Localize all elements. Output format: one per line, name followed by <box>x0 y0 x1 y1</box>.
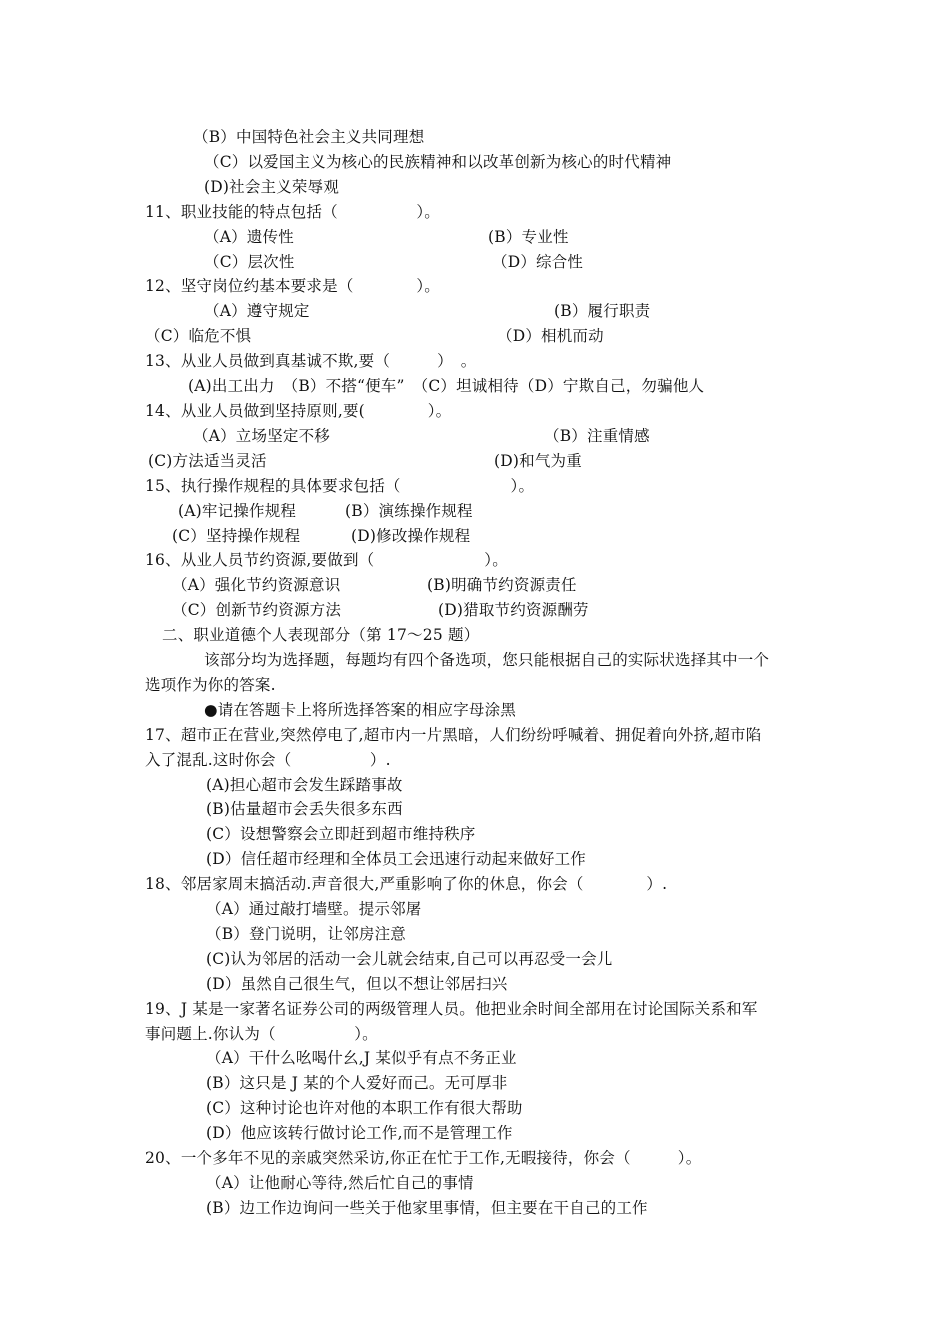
q18-option-b: （B）登门说明，让邻房注意 <box>206 925 406 943</box>
q15-option-c: (C）坚持操作规程 <box>172 527 301 545</box>
q18-option-d: (D）虽然自己很生气，但以不想让邻居扫兴 <box>206 975 508 993</box>
q14-option-d: (D)和气为重 <box>494 452 582 470</box>
q15-option-a: (A)牢记操作规程 <box>178 502 297 520</box>
q11-option-d: （D）综合性 <box>492 253 584 271</box>
q15-option-d: (D)修改操作规程 <box>351 527 471 545</box>
q14-option-b: （B）注重情感 <box>544 427 650 445</box>
q16-option-c: （C）创新节约资源方法 <box>172 601 342 619</box>
q19-option-d: (D）他应该转行做讨论工作,而不是管理工作 <box>206 1124 513 1142</box>
section-heading: 二、职业道德个人表现部分（第 17～25 题） <box>162 626 480 644</box>
q12-option-a: （A）遵守规定 <box>204 302 310 320</box>
q14-option-a: （A）立场坚定不移 <box>193 427 330 445</box>
q18-option-a: （A）通过敲打墙壁。提示邻屠 <box>206 900 422 918</box>
section-instructions-line2: 选项作为你的答案. <box>145 676 276 694</box>
q15-option-b: (B）演练操作规程 <box>345 502 473 520</box>
q14-option-c: (C)方法适当灵活 <box>148 452 267 470</box>
q18-option-c: (C)认为邻居的活动一会儿就会结束,自己可以再忍受一会儿 <box>206 950 613 968</box>
question-17-line2: 入了混乱.这时你会（ ）. <box>145 751 391 769</box>
q19-option-a: （A）干什么吆喝什幺,J 某似乎有点不务正业 <box>206 1049 517 1067</box>
q19-option-b: (B）这只是 J 某的个人爱好而己。无可厚非 <box>206 1074 508 1092</box>
question-13: 13、从业人员做到真基诚不欺,要（ ） 。 <box>145 352 477 370</box>
question-11: 11、职业技能的特点包括（ ）。 <box>145 203 440 221</box>
q20-option-a: （A）让他耐心等待,然后忙自己的事情 <box>206 1174 474 1192</box>
question-19-line1: 19、J 某是一家著名证券公司的两级管理人员。他把业余时间全部用在讨论国际关系和军 <box>145 1000 758 1018</box>
question-15: 15、执行操作规程的具体要求包括（ ）。 <box>145 477 535 495</box>
section-instructions-line1: 该部分均为选择题，每题均有四个备选项，您只能根据自己的实际状选择其中一个 <box>204 651 770 669</box>
q16-option-a: （A）强化节约资源意识 <box>172 576 341 594</box>
q13-options: (A)出工出力 （B）不搭“便车” （C）坦诚相待（D）宁欺自己，勿骗他人 <box>188 377 705 395</box>
question-19-line2: 事问题上.你认为（ ）。 <box>145 1025 378 1043</box>
q12-option-b: (B）履行职责 <box>554 302 651 320</box>
question-17-line1: 17、超市正在营业,突然停电了,超市内一片黑暗，人们纷纷呼喊着、拥促着向外挤,超市陷 <box>145 726 762 744</box>
question-12: 12、坚守岗位约基本要求是（ ）。 <box>145 277 440 295</box>
question-20: 20、一个多年不见的亲戚突然采访,你正在忙于工作,无暇接待，你会（ ）。 <box>145 1149 702 1167</box>
question-14: 14、从业人员做到坚持原则,要( ）。 <box>145 402 452 420</box>
q17-option-b: (B)估量超市会丢失很多东西 <box>206 800 403 818</box>
q17-option-c: (C）设想警察会立即赶到超市维持秩序 <box>206 825 476 843</box>
q17-option-a: (A)担心超市会发生踩踏事故 <box>206 776 403 794</box>
question-16: 16、从业人员节约资源,要做到（ ）。 <box>145 551 508 569</box>
q11-option-b: (B）专业性 <box>488 228 569 246</box>
q16-option-d: (D)猎取节约资源酬劳 <box>438 601 589 619</box>
q17-option-d: (D）信任超市经理和全体员工会迅速行动起来做好工作 <box>206 850 586 868</box>
q10-option-c: （C）以爱国主义为核心的民族精神和以改革创新为核心的时代精神 <box>204 153 672 171</box>
q10-option-b: （B）中国特色社会主义共同理想 <box>193 128 425 146</box>
q10-option-d: (D)社会主义荣辱观 <box>204 178 340 196</box>
question-18: 18、邻居家周末搞活动.声音很大,严重影响了你的休息，你会（ ）. <box>145 875 668 893</box>
q11-option-c: （C）层次性 <box>204 253 295 271</box>
q11-option-a: （A）遗传性 <box>204 228 294 246</box>
q12-option-c: （C）临危不惧 <box>145 327 252 345</box>
q16-option-b: (B)明确节约资源责任 <box>427 576 577 594</box>
answer-sheet-note: ●请在答题卡上将所选择答案的相应字母涂黑 <box>204 701 517 719</box>
q12-option-d: （D）相机而动 <box>497 327 604 345</box>
q20-option-b: (B）边工作边询问一些关于他家里事情，但主要在干自己的工作 <box>206 1199 648 1217</box>
q19-option-c: (C）这种讨论也许对他的本职工作有很大帮助 <box>206 1099 523 1117</box>
